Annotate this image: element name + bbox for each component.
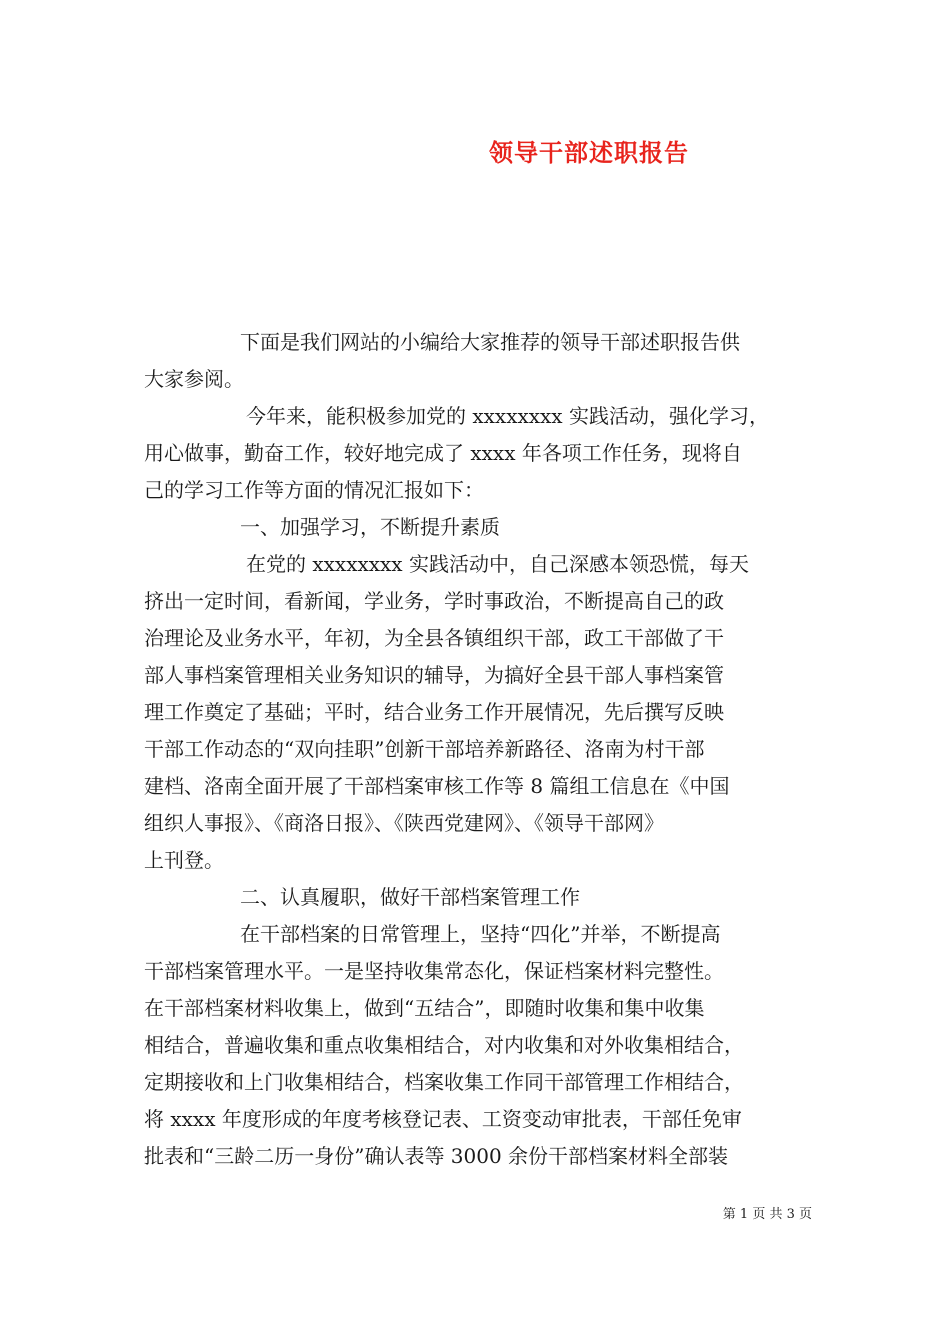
section-heading: 二、认真履职，做好干部档案管理工作 — [240, 885, 580, 909]
paragraph-line: 大家参阅。 — [144, 367, 244, 391]
section-heading: 一、加强学习，不断提升素质 — [240, 515, 500, 539]
document-title: 领导干部述职报告 — [489, 138, 689, 167]
paragraph-line: 己的学习工作等方面的情况汇报如下： — [144, 478, 484, 502]
paragraph-line: 定期接收和上门收集相结合，档案收集工作同干部管理工作相结合， — [144, 1070, 744, 1094]
paragraph-line: 建档、洛南全面开展了干部档案审核工作等 8 篇组工信息在《中国 — [144, 774, 730, 798]
paragraph-line: 相结合，普遍收集和重点收集相结合，对内收集和对外收集相结合， — [144, 1033, 744, 1057]
paragraph-line: 用心做事，勤奋工作，较好地完成了 xxxx 年各项工作任务，现将自 — [144, 441, 742, 465]
paragraph-line: 在干部档案材料收集上，做到“五结合”，即随时收集和集中收集 — [144, 996, 705, 1020]
paragraph-line: 治理论及业务水平，年初，为全县各镇组织干部，政工干部做了干 — [144, 626, 724, 650]
paragraph-line: 上刊登。 — [144, 848, 224, 872]
paragraph-line: 下面是我们网站的小编给大家推荐的领导干部述职报告供 — [240, 330, 740, 354]
paragraph-line: 将 xxxx 年度形成的年度考核登记表、工资变动审批表，干部任免审 — [144, 1107, 742, 1131]
paragraph-line: 批表和“三龄二历一身份”确认表等 3000 余份干部档案材料全部装 — [144, 1144, 729, 1168]
paragraph-line: 干部档案管理水平。一是坚持收集常态化，保证档案材料完整性。 — [144, 959, 724, 983]
paragraph-line: 干部工作动态的“双向挂职”创新干部培养新路径、洛南为村干部 — [144, 737, 705, 761]
document-body — [144, 324, 812, 1175]
paragraph-line: 理工作奠定了基础；平时，结合业务工作开展情况，先后撰写反映 — [144, 700, 724, 724]
paragraph-line: 今年来，能积极参加党的 xxxxxxxx 实践活动，强化学习， — [246, 404, 769, 428]
paragraph-line: 在干部档案的日常管理上，坚持“四化”并举，不断提高 — [240, 922, 721, 946]
paragraph-line: 部人事档案管理相关业务知识的辅导，为搞好全县干部人事档案管 — [144, 663, 724, 687]
paragraph-line: 在党的 xxxxxxxx 实践活动中，自己深感本领恐慌，每天 — [246, 552, 749, 576]
paragraph-line: 挤出一定时间，看新闻，学业务，学时事政治，不断提高自己的政 — [144, 589, 724, 613]
page-number: 第 1 页 共 3 页 — [722, 1207, 812, 1222]
paragraph-line: 组织人事报》、《商洛日报》、《陕西党建网》、《领导干部网》 — [144, 811, 664, 835]
